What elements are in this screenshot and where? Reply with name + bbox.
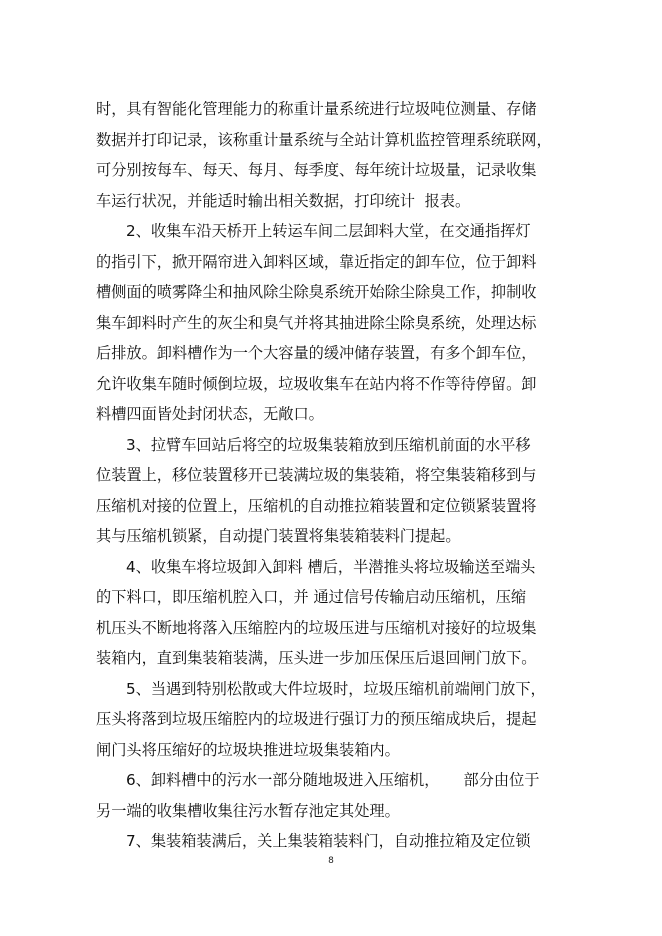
text-line: 位装置上，移位装置移开已装满垃圾的集装箱，将空集装箱移到与 — [96, 466, 537, 484]
text-line: 压头将落到垃圾压缩腔内的垃圾进行强订力的预压缩成块后，提起 — [96, 710, 537, 728]
text-line: 料槽四面皆处封闭状态，无敞口。 — [96, 405, 324, 423]
text-line: 其与压缩机锁紧，自动提门装置将集装箱装料门提起。 — [96, 527, 461, 545]
text-line: 允许收集车随时倾倒垃圾，垃圾收集车在站内将不作等待停留。卸 — [96, 374, 537, 393]
text-line: 另一端的收集槽收集往污水暂存池定其处理。 — [96, 801, 400, 820]
text-line: 可分别按每车、每天、每月、每季度、每年统计垃圾量，记录收集 — [96, 161, 537, 179]
paragraph-start-line: 6、卸料槽中的污水一部分随地圾进入压缩机， 部分由位于 — [126, 771, 540, 789]
text-line: 闸门头将压缩好的垃圾块推进垃圾集装箱内。 — [96, 740, 400, 759]
paragraph-start-line: 5、当遇到特别松散或大件垃圾时，垃圾压缩机前端闸门放下， — [126, 679, 546, 698]
paragraph-start-line: 2、收集车沿天桥开上转运车间二层卸料大堂，在交通指挥灯 — [126, 222, 531, 240]
text-line: 槽侧面的喷雾降尘和抽风除尘除臭系统开始除尘除臭工作，抑制收 — [96, 283, 537, 301]
text-line: 数据并打印记录，该称重计量系统与全站计算机监控管理系统联网， — [96, 130, 552, 149]
document-body — [96, 94, 566, 857]
paragraph-start-line: 3、拉臂车回站后将空的垃圾集装箱放到压缩机前面的水平移 — [126, 435, 531, 454]
paragraph-start-line: 7、集装箱装满后，关上集装箱装料门，自动推拉箱及定位锁 — [126, 832, 531, 850]
text-line: 压缩机对接的位置上，压缩机的自动推拉箱装置和定位锁紧装置将 — [96, 496, 537, 515]
text-line: 车运行状况，并能适时输出相关数据，打印统计 报表。 — [96, 191, 471, 210]
text-line: 后排放。卸料槽作为一个大容量的缓冲储存装置，有多个卸车位， — [96, 344, 537, 362]
text-line: 的下料口，即压缩机腔入口，并 通过信号传输启动压缩机，压缩 — [96, 588, 527, 606]
text-line: 的指引下，掀开隔帘进入卸料区域，靠近指定的卸车位，位于卸料 — [96, 252, 537, 271]
text-line: 时，具有智能化管理能力的称重计量系统进行垃圾吨位测量、存储 — [96, 100, 537, 118]
paragraph-start-line: 4、收集车将垃圾卸入卸料 槽后，半潜推头将垃圾输送至端头 — [126, 557, 536, 576]
text-line: 装箱内，直到集装箱装满，压头进一步加压保压后退回闸门放下。 — [96, 649, 537, 667]
page-number: 8 — [328, 856, 334, 866]
text-line: 集车卸料时产生的灰尘和臭气并将其抽进除尘除臭系统，处理达标 — [96, 313, 537, 332]
text-line: 机压头不断地将落入压缩腔内的垃圾压进与压缩机对接好的垃圾集 — [96, 618, 537, 637]
